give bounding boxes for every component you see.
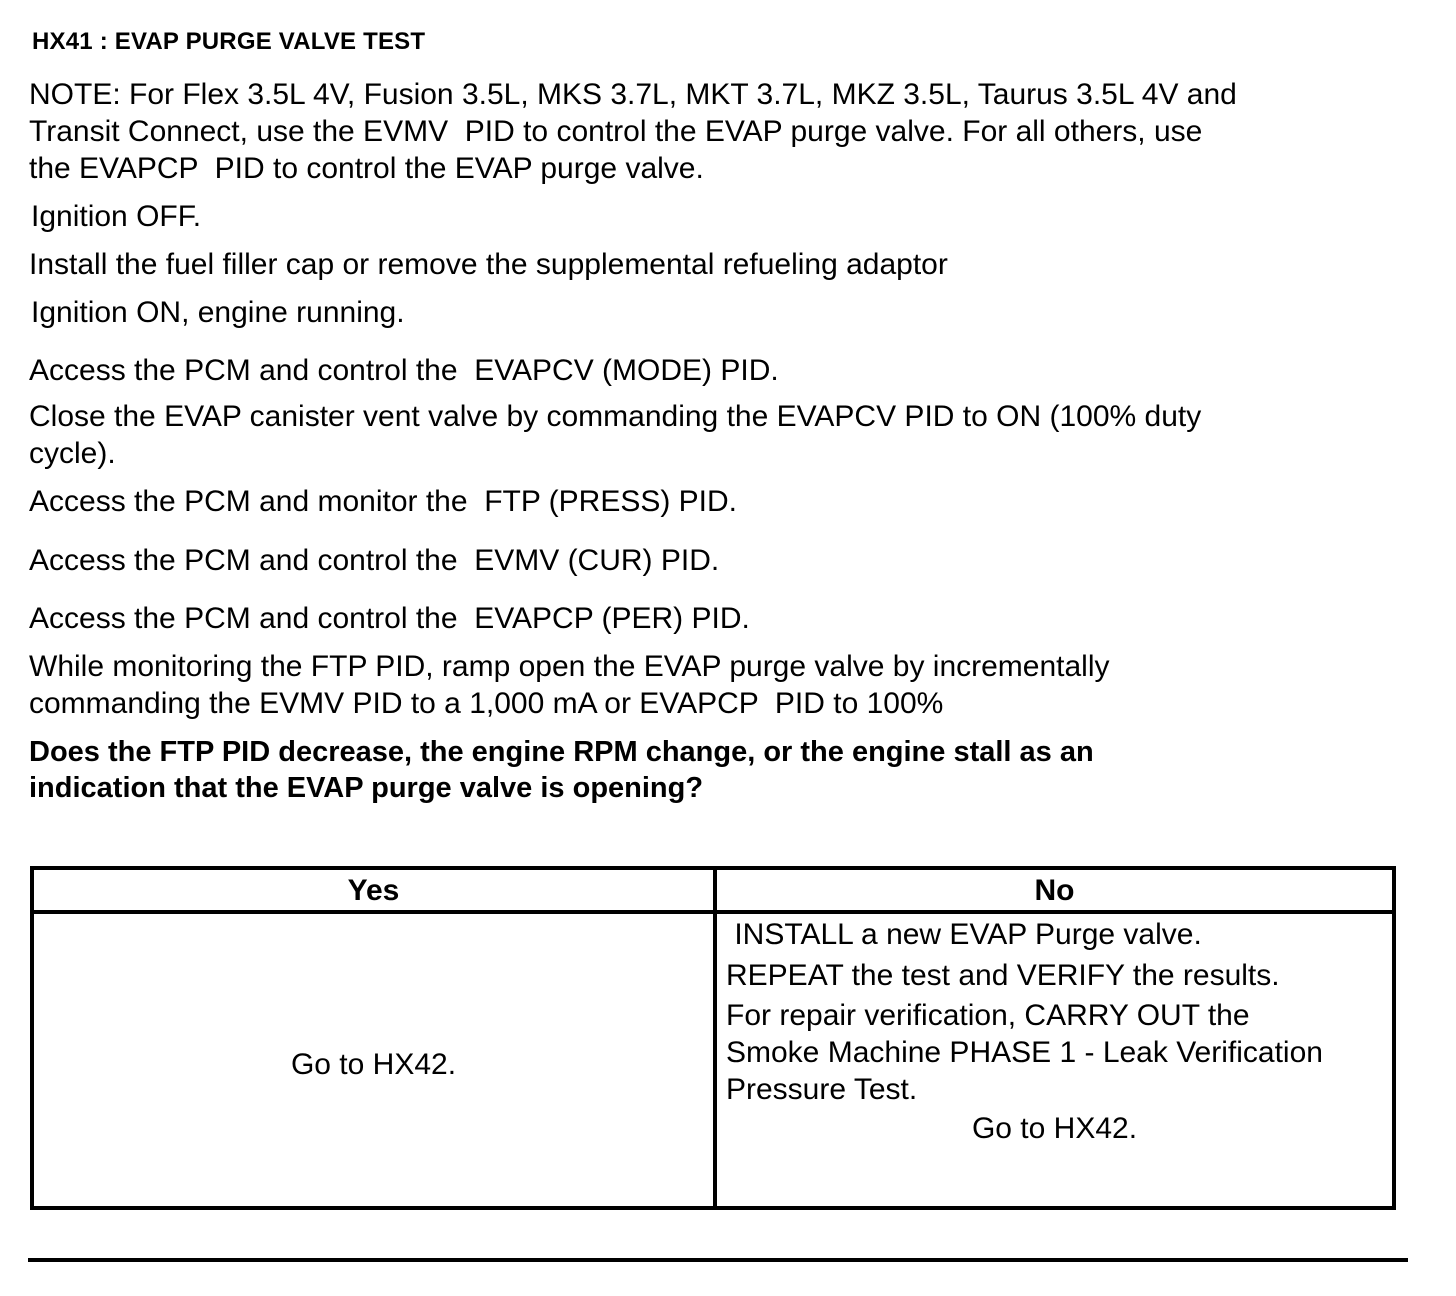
result-table bbox=[30, 866, 1396, 1210]
column-divider bbox=[713, 870, 717, 1206]
step-control-evapcp: Access the PCM and control the EVAPCP (PER) PID. bbox=[29, 602, 750, 635]
note-line: the EVAPCP PID to control the EVAP purge valve. bbox=[29, 152, 704, 185]
header-divider bbox=[34, 910, 1392, 914]
yes-header: Yes bbox=[347, 874, 400, 907]
no-step: Smoke Machine PHASE 1 - Leak Verification bbox=[726, 1036, 1323, 1069]
question: Does the FTP PID decrease, the engine RPM change, or the engine stall as an bbox=[29, 736, 1094, 768]
no-action: Go to HX42. bbox=[971, 1112, 1138, 1145]
step-control-evmv: Access the PCM and control the EVMV (CUR) PID. bbox=[29, 544, 720, 577]
no-step: INSTALL a new EVAP Purge valve. bbox=[726, 918, 1202, 951]
step-ramp-purge: While monitoring the FTP PID, ramp open the EVAP purge valve by incrementally bbox=[29, 650, 1110, 683]
no-step: REPEAT the test and VERIFY the results. bbox=[726, 959, 1280, 992]
no-header: No bbox=[1034, 874, 1075, 907]
page-title: HX41 : EVAP PURGE VALVE TEST bbox=[32, 28, 426, 55]
note-line: Transit Connect, use the EVMV PID to control the EVAP purge valve. For all others, use bbox=[29, 115, 1203, 148]
step-monitor-ftp: Access the PCM and monitor the FTP (PRESS) PID. bbox=[29, 485, 738, 518]
step-ignition-off: Ignition OFF. bbox=[31, 200, 202, 233]
yes-action: Go to HX42. bbox=[290, 1048, 457, 1081]
step-close-vent-valve-cont: cycle). bbox=[29, 437, 116, 470]
question-cont: indication that the EVAP purge valve is opening? bbox=[29, 772, 704, 804]
no-step: Pressure Test. bbox=[726, 1073, 918, 1106]
step-control-evapcv: Access the PCM and control the EVAPCV (MODE) PID. bbox=[29, 354, 779, 387]
no-step: For repair verification, CARRY OUT the bbox=[726, 999, 1250, 1032]
step-ramp-purge-cont: commanding the EVMV PID to a 1,000 mA or EVAPCP PID to 100% bbox=[29, 687, 944, 720]
bottom-rule bbox=[28, 1258, 1408, 1262]
step-close-vent-valve: Close the EVAP canister vent valve by commanding the EVAPCV PID to ON (100% duty bbox=[29, 400, 1202, 433]
step-install-cap: Install the fuel filler cap or remove the supplemental refueling adaptor bbox=[29, 248, 948, 281]
step-ignition-on: Ignition ON, engine running. bbox=[31, 296, 405, 329]
note-line: NOTE: For Flex 3.5L 4V, Fusion 3.5L, MKS 3.7L, MKT 3.7L, MKZ 3.5L, Taurus 3.5L 4V and bbox=[29, 78, 1237, 111]
